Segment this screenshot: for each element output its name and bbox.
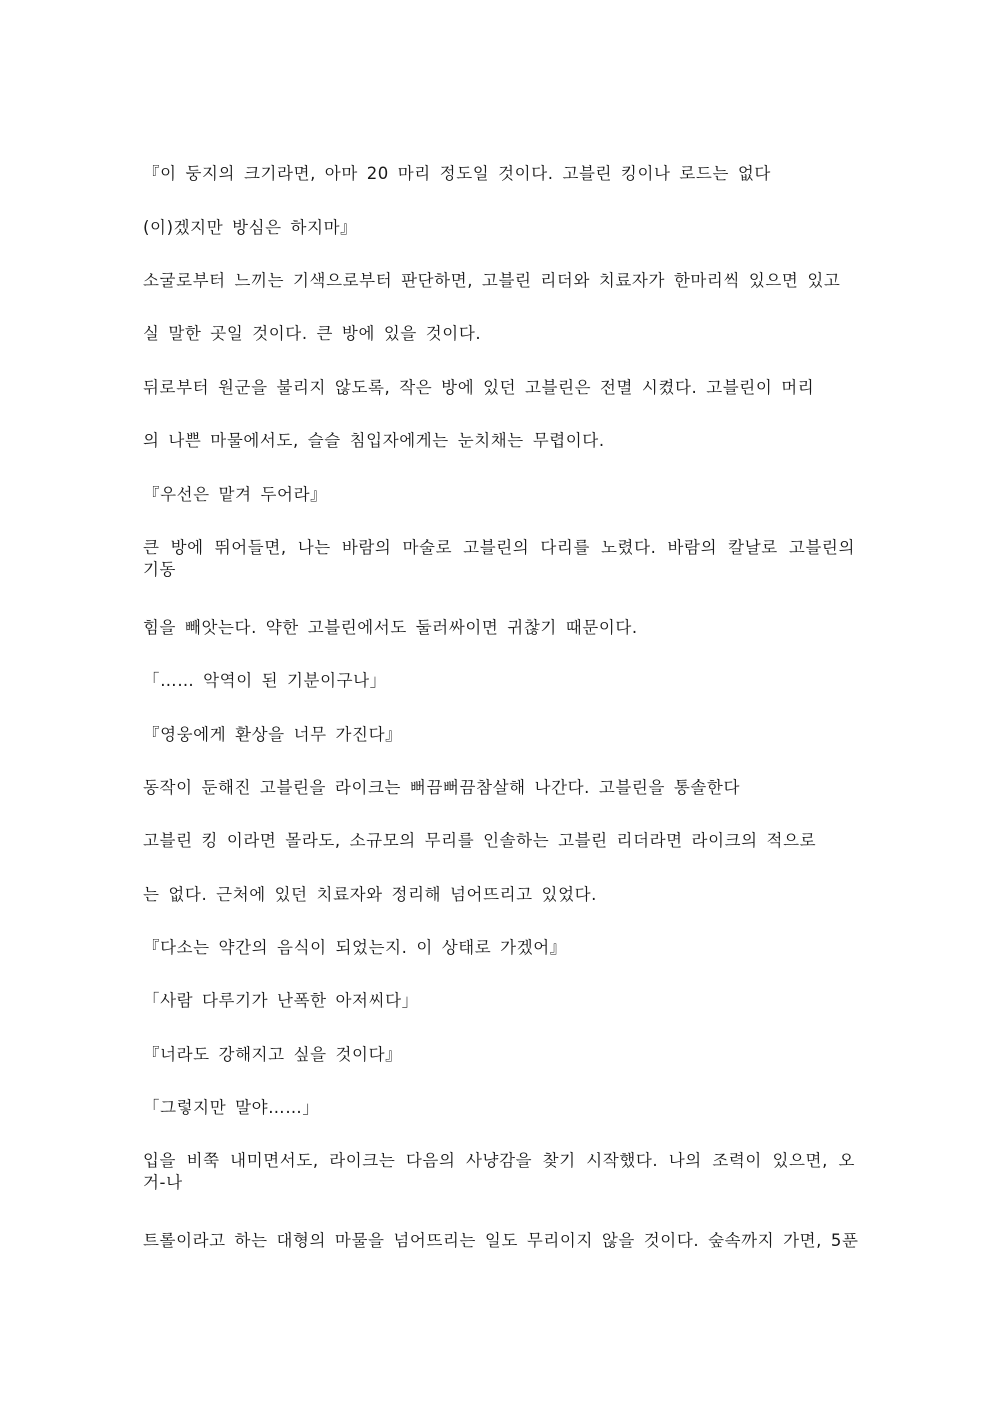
text-line: (이)겠지만 방심은 하지마』 (143, 218, 358, 237)
text-line: 『다소는 약간의 음식이 되었는지. 이 상태로 가겠어』 (143, 938, 567, 957)
text-line: 『영웅에게 환상을 너무 가진다』 (143, 725, 403, 744)
text-line: 트롤이라고 하는 대형의 마물을 넘어뜨리는 일도 무리이지 않을 것이다. 숲속까지 가면, 5푼 (143, 1231, 859, 1250)
text-line: 고블린 킹 이라면 몰라도, 소규모의 무리를 인솔하는 고블린 리더라면 라이크의 적으로 (143, 831, 817, 850)
text-line: 입을 비쭉 내미면서도, 라이크는 다음의 사냥감을 찾기 시작했다. 나의 조력이 있으면, 오거-나 (143, 1151, 855, 1192)
text-line: 『이 둥지의 크기라면, 아마 20 마리 정도일 것이다. 고블린 킹이나 로드는 없다 (143, 164, 771, 183)
text-line: 의 나쁜 마물에서도, 슬슬 침입자에게는 눈치채는 무렵이다. (143, 431, 605, 450)
text-line: 는 없다. 근처에 있던 치료자와 정리해 넘어뜨리고 있었다. (143, 885, 598, 904)
text-line: 실 말한 곳일 것이다. 큰 방에 있을 것이다. (143, 324, 482, 343)
text-line: 「…… 악역이 된 기분이구나」 (143, 671, 387, 690)
text-line: 「사람 다루기가 난폭한 아저씨다」 (143, 991, 419, 1010)
text-line: 『너라도 강해지고 싶을 것이다』 (143, 1045, 403, 1064)
text-line: 큰 방에 뛰어들면, 나는 바람의 마술로 고블린의 다리를 노렸다. 바람의 칼날로 고블린의 기동 (143, 538, 855, 579)
text-line: 뒤로부터 원군을 불리지 않도록, 작은 방에 있던 고블린은 전멸 시켰다. 고블린이 머리 (143, 378, 815, 397)
text-line: 「그렇지만 말야……」 (143, 1098, 320, 1117)
text-line: 힘을 빼앗는다. 약한 고블린에서도 둘러싸이면 귀찮기 때문이다. (143, 618, 638, 637)
text-line: 동작이 둔해진 고블린을 라이크는 뻐끔뻐끔참살해 나간다. 고블린을 통솔한다 (143, 778, 741, 797)
text-line: 『우선은 맡겨 두어라』 (143, 485, 328, 504)
text-line: 소굴로부터 느끼는 기색으로부터 판단하면, 고블린 리더와 치료자가 한마리씩 있으면 있고 (143, 271, 841, 290)
